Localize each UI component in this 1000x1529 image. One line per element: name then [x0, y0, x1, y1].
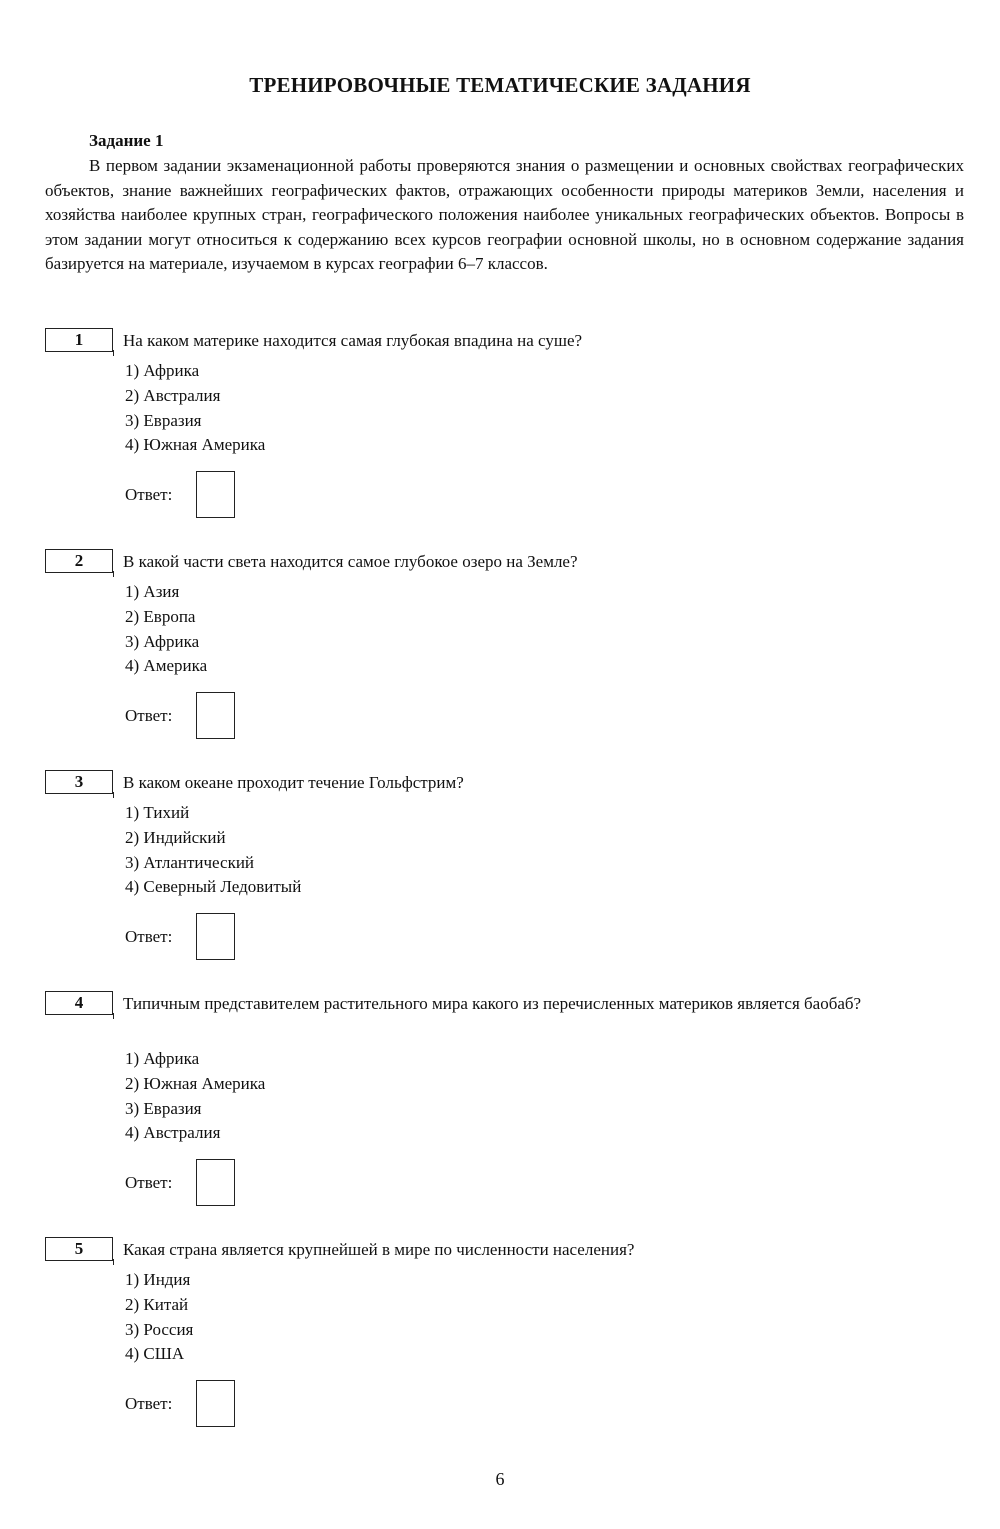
page-number: 6	[495, 1469, 505, 1489]
answer-box[interactable]	[196, 471, 235, 518]
option-item: 3) Атлантический	[125, 852, 255, 872]
option-item: 3) Россия	[125, 1319, 194, 1339]
page-title: ТРЕНИРОВОЧНЫЕ ТЕМАТИЧЕСКИЕ ЗАДАНИЯ	[249, 73, 751, 97]
options-list	[125, 1047, 265, 1146]
question-text: Типичным представителем растительного мира какого из перечисленных материков является баобаб?	[123, 994, 862, 1013]
question-text: В какой части света находится самое глубокое озеро на Земле?	[123, 552, 578, 571]
question-number-box: 5	[45, 1237, 113, 1261]
answer-label: Ответ:	[125, 485, 173, 504]
question-number-box: 1	[45, 328, 113, 352]
option-item: 4) Северный Ледовитый	[125, 877, 302, 897]
option-item: 2) Южная Америка	[125, 1073, 266, 1093]
options-list	[125, 801, 301, 900]
option-item: 1) Азия	[125, 582, 180, 601]
option-item: 2) Китай	[125, 1294, 189, 1314]
option-item: 1) Африка	[125, 361, 200, 380]
question-number-box: 4	[45, 991, 113, 1015]
question-text: В каком океане проходит течение Гольфстрим?	[123, 773, 464, 792]
question-number-box: 3	[45, 770, 113, 794]
section-heading: Задание 1	[89, 131, 164, 150]
option-item: 3) Африка	[125, 631, 200, 651]
option-item: 4) США	[125, 1344, 185, 1364]
question-text: Какая страна является крупнейшей в мире по численности населения?	[123, 1240, 635, 1259]
option-item: 1) Африка	[125, 1049, 200, 1068]
option-item: 2) Европа	[125, 606, 196, 626]
answer-box[interactable]	[196, 913, 235, 960]
answer-label: Ответ:	[125, 1394, 173, 1413]
option-item: 3) Евразия	[125, 410, 202, 430]
option-item: 1) Индия	[125, 1270, 191, 1289]
answer-box[interactable]	[196, 1380, 235, 1427]
answer-box[interactable]	[196, 1159, 235, 1206]
answer-box[interactable]	[196, 692, 235, 739]
option-item: 4) Южная Америка	[125, 435, 266, 455]
answer-label: Ответ:	[125, 706, 173, 725]
options-list	[125, 1268, 193, 1367]
answer-label: Ответ:	[125, 927, 173, 946]
question-number-box: 2	[45, 549, 113, 573]
answer-label: Ответ:	[125, 1173, 173, 1192]
question-text: На каком материке находится самая глубокая впадина на суше?	[123, 331, 583, 350]
options-list	[125, 359, 265, 458]
option-item: 3) Евразия	[125, 1098, 202, 1118]
options-list	[125, 580, 207, 679]
option-item: 2) Индийский	[125, 827, 226, 847]
option-item: 1) Тихий	[125, 803, 190, 822]
section-intro: В первом задании экзаменационной работы проверяются знания о размещении и основных свойствах географических объектов, знание важнейших географических фактов, отражающих особенности природы материков Земли, населения и хозяйства наиболее крупных стран, географического положения наиболее уникальных географических объектов. Вопросы в этом задании могут относиться к содержанию всех курсов географии основной школы, но в основном содержание задания базируется на материале, изучаемом в курсах географии 6–7 классов.	[45, 156, 964, 274]
option-item: 4) Австралия	[125, 1123, 221, 1143]
option-item: 2) Австралия	[125, 385, 221, 405]
option-item: 4) Америка	[125, 656, 208, 676]
